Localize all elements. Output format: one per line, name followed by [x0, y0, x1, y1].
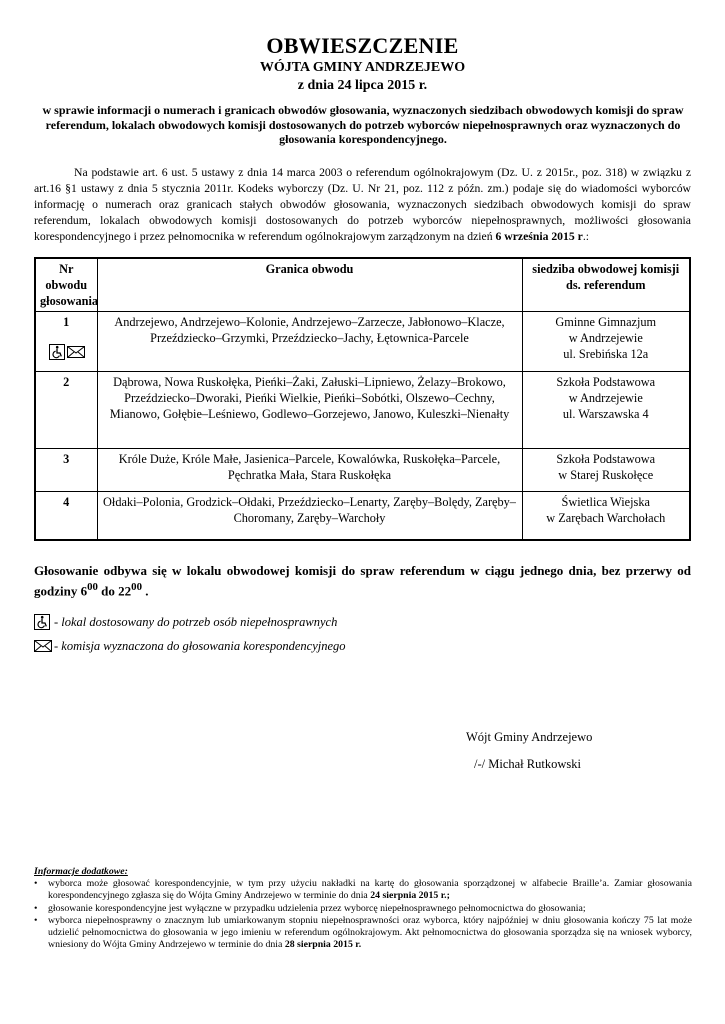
wheelchair-icon: [34, 614, 50, 630]
document-subject: w sprawie informacji o numerach i granicach obwodów głosowania, wyznaczonych siedzibach obwodowych komisji do spraw referendum, lokalach obwodowych komisji dostosowanych do potrzeb wyborców niepełnosprawnych oraz wyznaczonych do głosowania korespondencyjnego.: [42, 103, 684, 146]
intro-end: .:: [582, 230, 589, 243]
legend-correspondence-text: - komisja wyznaczona do głosowania korespondencyjnego: [54, 638, 346, 653]
additional-info: [34, 866, 692, 951]
legend-accessible-text: - lokal dostosowany do potrzeb osób niepełnosprawnych: [54, 614, 338, 629]
district-number: 2: [35, 372, 97, 449]
voting-start-minutes: 00: [87, 581, 98, 593]
table-row: [35, 372, 690, 449]
legend-correspondence: [34, 638, 346, 654]
seat-line: Szkoła Podstawowa: [556, 452, 656, 466]
list-item-deadline: 28 sierpnia 2015 r.: [284, 939, 362, 951]
document-date: z dnia 24 lipca 2015 r.: [297, 78, 428, 93]
district-seat: [522, 492, 690, 540]
referendum-date: 6 września 2015 r: [495, 230, 583, 243]
additional-info-list: [34, 878, 692, 951]
list-item-text: wyborca może głosować korespondencyjnie, w tym przy użyciu nakładki na kartę do głosowania sporządzonej w alfabecie Braille’a. Zamiar głosowania korespondencyjnego zgłasza się do Wójta Gminy Andrzejewo w terminie do dnia: [48, 878, 692, 902]
additional-info-heading: Informacje dodatkowe:: [34, 866, 128, 877]
district-seat: [522, 449, 690, 492]
voting-mid: do 22: [97, 583, 132, 599]
district-cell: [35, 312, 97, 372]
district-number: 3: [35, 449, 97, 492]
voting-hours-notice: [34, 562, 691, 599]
table-row: [35, 449, 690, 492]
list-item-deadline: 24 sierpnia 2015 r.;: [370, 890, 450, 902]
list-item-text: głosowanie korespondencyjne jest wyłączne w przypadku udzielenia przez wyborcę niepełnosprawnego pełnomocnictwa do głosowania;: [48, 902, 586, 914]
district-boundary: Króle Duże, Króle Małe, Jasienica–Parcele, Kowalówka, Ruskołęka–Parcele, Pęchratka Mała, Stara Ruskołęka: [97, 449, 522, 492]
voting-end: .: [141, 583, 149, 599]
legend-accessible: [34, 614, 337, 630]
district-seat: [522, 372, 690, 449]
district-number: 1: [63, 315, 70, 329]
signature-name: /-/ Michał Rutkowski: [474, 757, 581, 771]
list-item: [34, 878, 692, 902]
voting-text: Głosowanie odbywa się w lokalu obwodowej komisji do spraw referendum w ciągu jednego dnia, bez przerwy od godziny 6: [34, 563, 691, 599]
table-row: [35, 492, 690, 540]
header-seat: siedziba obwodowej komisji ds. referendum: [522, 258, 690, 312]
table-header-row: [35, 258, 690, 312]
district-seat: [522, 312, 690, 372]
district-boundary: Dąbrowa, Nowa Ruskołęka, Pieńki–Żaki, Załuski–Lipniewo, Żelazy–Brokowo, Przeździecko–Dworaki, Pieńki Wielkie, Pieńki–Sobótki, Olszewo–Cechny, Mianowo, Gołębie–Leśniewo, Godlewo–Gorzejewo, Janowo, Kuleszki–Nienałty: [97, 372, 522, 449]
districts-table: [34, 257, 691, 541]
document-title: OBWIESZCZENIE: [266, 33, 459, 58]
district-boundary: Ołdaki–Polonia, Grodzick–Ołdaki, Przeździecko–Lenarty, Zaręby–Bolędy, Zaręby–Choromany, Zaręby–Warchoły: [97, 492, 522, 540]
district-symbols: [40, 344, 93, 360]
seat-line: ul. Srebińska 12a: [563, 347, 649, 361]
document-issuer: WÓJTA GMINY ANDRZEJEWO: [259, 60, 466, 75]
seat-line: Świetlica Wiejska: [561, 495, 650, 509]
list-item: [34, 903, 692, 915]
header-boundary: Granica obwodu: [97, 258, 522, 312]
signature-title: Wójt Gminy Andrzejewo: [466, 730, 593, 744]
envelope-icon: [34, 638, 50, 654]
header-nr: Nr obwodu głosowania: [35, 258, 97, 312]
intro-paragraph: [34, 165, 691, 245]
intro-text: Na podstawie art. 6 ust. 5 ustawy z dnia 14 marca 2003 o referendum ogólnokrajowym (Dz. U. z 2015r., poz. 318) w związku z art.16 §1 ustawy z dnia 5 stycznia 2011r. Kodeks wyborczy (Dz. U. Nr 21, poz. 112 z późn. zm.) podaje się do wiadomości wyborców informację o numerach oraz granicach stałych obwodów głosowania, wyznaczonych siedzibach obwodowych komisji do spraw referendum, lokalach obwodowych komisji dostosowanych do potrzeb wyborców niepełnosprawnych, możliwości głosowania korespondencyjnego i przez pełnomocnika w referendum ogólnokrajowym zarządzonym na dzień: [34, 166, 691, 243]
seat-line: ul. Warszawska 4: [562, 407, 649, 421]
district-number: 4: [35, 492, 97, 540]
seat-line: w Zarębach Warchołach: [546, 511, 666, 525]
seat-line: w Andrzejewie: [568, 331, 643, 345]
seat-line: Szkoła Podstawowa: [556, 375, 656, 389]
wheelchair-icon: [49, 344, 65, 360]
seat-line: w Andrzejewie: [568, 391, 643, 405]
voting-end-minutes: 00: [131, 581, 142, 593]
list-item: [34, 915, 692, 952]
envelope-icon: [67, 344, 83, 360]
table-row: [35, 312, 690, 372]
seat-line: Gminne Gimnazjum: [555, 315, 657, 329]
list-item-text: wyborca niepełnosprawny o znacznym lub umiarkowanym stopniu niepełnosprawności oraz wyborca, który najpóźniej w dniu głosowania kończy 75 lat może udzielić pełnomocnictwa do głosowania w jego imieniu w referendum ogólnokrajowym. Akt pełnomocnictwa do głosowania sporządza się na wniosek wyborcy, wniesiony do Wójta Gminy Andrzejewo w terminie do dnia: [48, 914, 692, 951]
district-boundary: Andrzejewo, Andrzejewo–Kolonie, Andrzejewo–Zarzecze, Jabłonowo–Klacze, Przeździecko–Grzymki, Przeździecko–Jachy, Łętownica-Parcele: [97, 312, 522, 372]
seat-line: w Starej Ruskołęce: [558, 468, 654, 482]
